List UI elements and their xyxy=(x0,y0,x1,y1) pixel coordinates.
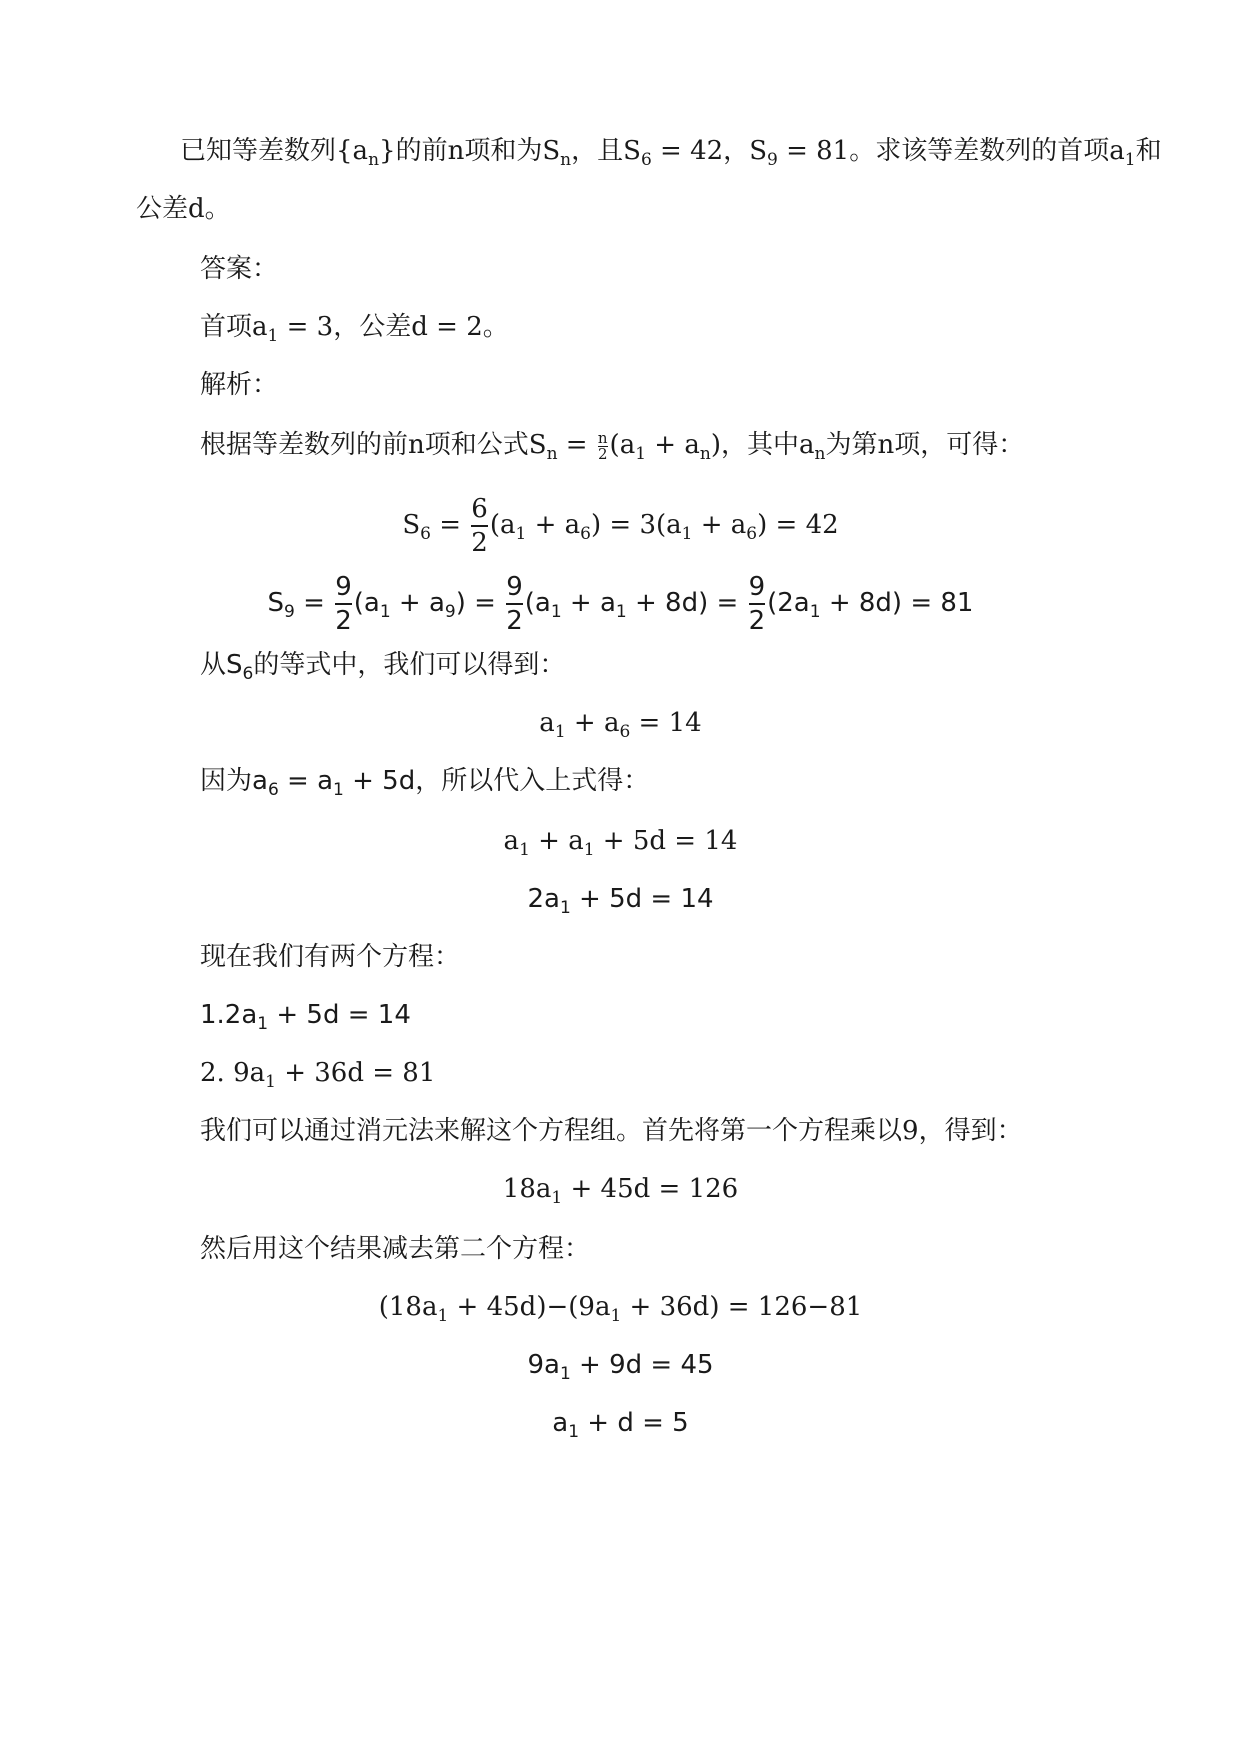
s6-equation: $S_6$ = $\frac{6}{2}$ $(a_1 + a_6) = 3(a_1 + a_6) = 42$ xyxy=(402,494,839,558)
answer-heading: 答案： xyxy=(200,254,279,284)
because-line: 因为$a_6 = a_1 + 5d$，所以代入上式得： xyxy=(200,766,650,800)
answer-line: 首项$a_1 = 3$，公差d = 2。 xyxy=(200,312,509,346)
equation-substituted: $a_1 + a_1 + 5d = 14$ xyxy=(503,826,738,860)
fraction-6-2: $\frac{6}{2}$ xyxy=(471,494,488,558)
sum-formula-line: 根据等差数列的前n项和公式$S_n$ = $\frac{n}{2}$ $(a_1 + a_n)$，其中$a_n$为第n项，可得： xyxy=(200,428,1025,464)
problem-line-1: 已知等差数列$\{a_n\}$的前n项和为$S_n$，且$S_6 = 42$，$S_9 = 81$。求该等差数列的首项$a_1$和 xyxy=(180,136,1162,170)
equation-9a1-9d: $9a_1 + 9d = 45$ xyxy=(527,1350,714,1384)
analysis-heading: 解析： xyxy=(200,370,279,400)
elimination-line: 我们可以通过消元法来解这个方程组。首先将第一个方程乘以9，得到： xyxy=(200,1116,1023,1146)
from-s6-line: 从$S_6$的等式中，我们可以得到： xyxy=(200,650,566,684)
equation-a1-a6: $a_1 + a_6 = 14$ xyxy=(539,708,702,742)
fraction-9-2: $\frac{9}{2}$ xyxy=(748,571,766,636)
equation-subtraction: $(18a_1 + 45d)-(9a_1 + 36d) = 126-81$ xyxy=(378,1292,863,1326)
formula-fraction: $\frac{n}{2}$ xyxy=(597,428,608,463)
problem-line-2: 公差d。 xyxy=(136,194,231,224)
equation-2a1-5d: $2a_1 + 5d = 14$ xyxy=(527,884,714,918)
fraction-9-2: $\frac{9}{2}$ xyxy=(335,571,352,636)
equation-a1-d: $a_1 + d = 5$ xyxy=(552,1408,689,1442)
equation-list-item-1: $1.2a_1 + 5d = 14$ xyxy=(200,1000,411,1034)
subtract-line: 然后用这个结果减去第二个方程： xyxy=(200,1234,591,1264)
fraction-9-2: $\frac{9}{2}$ xyxy=(506,571,523,636)
two-equations-line: 现在我们有两个方程： xyxy=(200,942,461,972)
s9-equation: $S_9$ = $\frac{9}{2}$ $(a_1 + a_9)$ = $\frac{9}{2}$ $(a_1 + a_1 + 8d)$ = $\frac{9}{2}$ $(2a_1 + 8d) = 81$ xyxy=(267,571,974,636)
equation-18a1: $18a_1 + 45d = 126$ xyxy=(502,1174,739,1208)
equation-list-item-2: 2. $9a_1 + 36d = 81$ xyxy=(200,1058,436,1092)
